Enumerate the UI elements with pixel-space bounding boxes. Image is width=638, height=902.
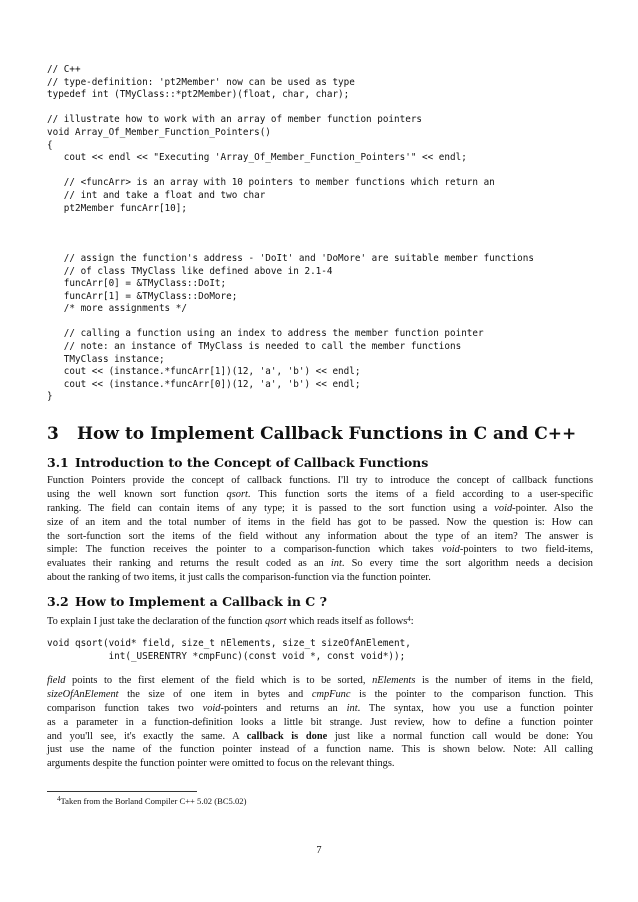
text-line xyxy=(47,543,593,557)
text-line xyxy=(47,474,593,488)
code-line: pt2Member funcArr[10]; xyxy=(47,202,187,214)
subsection-number: 3.1 xyxy=(47,455,69,470)
bold-text: callback is done xyxy=(246,730,328,742)
text-line xyxy=(47,516,593,530)
text-run: -pointers and returns an xyxy=(220,702,347,714)
text-run: evaluates their ranking and returns the result coded as an xyxy=(47,558,331,570)
section-heading xyxy=(47,424,576,444)
text-line xyxy=(47,530,593,544)
paragraph-qsort-explanation xyxy=(47,674,593,771)
emphasis-text: void xyxy=(441,544,460,556)
text-run: -pointers to two field-items, xyxy=(459,544,593,556)
text-run: comparison function takes two xyxy=(47,702,203,714)
code-line: /* more assignments */ xyxy=(47,303,187,315)
text-run: just like a normal function call would be done: You xyxy=(327,730,593,742)
text-run: . So every time the sort algorithm needs a decision xyxy=(341,558,593,570)
subsection-title: How to Implement a Callback in C ? xyxy=(75,594,327,609)
text-run: . The syntax, how you use a function pointer xyxy=(357,702,594,714)
code-line xyxy=(47,215,607,228)
text-run: . This function sorts the items of a field according to a user-specific xyxy=(247,488,593,500)
text-run: about the ranking of two items, it just calls the comparison-function via the function pointer. xyxy=(47,572,431,584)
subsection-number: 3.2 xyxy=(47,594,69,609)
emphasis-text: qsort xyxy=(264,616,287,627)
code-line: // type-definition: 'pt2Member' now can be used as type xyxy=(47,76,355,88)
code-line: cout << (instance.*funcArr[0])(12, 'a', 'b') << endl; xyxy=(47,378,361,390)
code-line: // of class TMyClass like defined above in 2.1-4 xyxy=(47,265,333,277)
text-run: just use the name of the function pointer instead of a function name. This is shown below. Note: All calling xyxy=(47,744,593,756)
code-line: } xyxy=(47,391,53,403)
footnote-marker: 4 xyxy=(57,795,61,803)
text-line xyxy=(47,674,593,688)
code-line: void Array_Of_Member_Function_Pointers() xyxy=(47,126,271,138)
text-run: which reads itself as follows xyxy=(286,616,408,627)
footnote-text: Taken from the Borland Compiler C++ 5.02 (BC5.02) xyxy=(60,796,247,806)
text-line xyxy=(47,557,593,571)
code-line: // <funcArr> is an array with 10 pointers to member functions which return an xyxy=(47,177,495,189)
text-run: ranking. The field can contain items of any type; it is passed to the sort function using a xyxy=(47,502,495,514)
code-line xyxy=(47,228,607,241)
paragraph-callback-intro xyxy=(47,474,593,585)
code-line: funcArr[0] = &TMyClass::DoIt; xyxy=(47,278,227,290)
code-line xyxy=(47,102,607,115)
text-line xyxy=(47,502,593,516)
code-line xyxy=(47,240,607,253)
text-run: is the number of items in the field, xyxy=(415,675,594,686)
section-number: 3 xyxy=(47,424,59,444)
text-line xyxy=(47,730,593,744)
page-number: 7 xyxy=(316,845,322,856)
code-line: TMyClass instance; xyxy=(47,353,165,365)
emphasis-text: int xyxy=(330,558,342,570)
text-run: using the well known sort function xyxy=(47,488,227,500)
code-line: cout << endl << "Executing 'Array_Of_Member_Function_Pointers'" << endl; xyxy=(47,152,467,164)
text-run: as a parameter in a function-definition looks a little bit strange. Just review, how to define a function pointer xyxy=(47,716,593,728)
text-run: : xyxy=(410,616,414,627)
text-run: -pointer. Also the xyxy=(512,502,593,514)
code-line: // assign the function's address - 'DoIt' and 'DoMore' are suitable member functions xyxy=(47,252,534,264)
emphasis-text: cmpFunc xyxy=(311,688,351,700)
code-line: funcArr[1] = &TMyClass::DoMore; xyxy=(47,290,238,302)
subsection-heading-3-1 xyxy=(47,455,428,470)
emphasis-text: qsort xyxy=(226,488,248,500)
emphasis-text: nElements xyxy=(372,675,416,686)
code-block-member-function-array xyxy=(47,64,607,404)
footnote-rule xyxy=(47,791,197,792)
code-line: void qsort(void* field, size_t nElements, size_t sizeOfAnElement, xyxy=(47,638,411,649)
text-run: size of an item and the total number of items in the field has got to be passed. Now the question is: How can xyxy=(47,516,593,528)
text-run: simple: The function receives the pointer to a comparison-function which takes xyxy=(47,544,442,556)
code-line xyxy=(47,165,607,178)
paragraph-qsort-intro xyxy=(47,613,593,627)
subsection-heading-3-2 xyxy=(47,594,327,609)
emphasis-text: field xyxy=(47,675,66,686)
footnote-marker: 4 xyxy=(407,615,411,623)
emphasis-text: void xyxy=(202,702,221,714)
code-line: // note: an instance of TMyClass is needed to call the member functions xyxy=(47,341,462,353)
text-line xyxy=(47,613,593,627)
emphasis-text: void xyxy=(494,502,513,514)
section-title: How to Implement Callback Functions in C and C++ xyxy=(77,424,577,444)
text-run: and you'll see, it's exactly the same. A xyxy=(47,730,247,742)
code-line: // illustrate how to work with an array of member function pointers xyxy=(47,114,423,126)
code-line: cout << (instance.*funcArr[1])(12, 'a', 'b') << endl; xyxy=(47,366,361,378)
subsection-title: Introduction to the Concept of Callback Functions xyxy=(75,455,429,470)
text-run: arguments despite the function pointer were omitted to focus on the relevant things. xyxy=(47,758,395,770)
text-run: Function Pointers provide the concept of callback functions. I'll try to introduce the concept of callback functions xyxy=(47,475,593,486)
code-line: { xyxy=(47,139,53,151)
footnote xyxy=(57,795,246,806)
text-line xyxy=(47,716,593,730)
code-line: int(_USERENTRY *cmpFunc)(const void *, const void*)); xyxy=(47,650,406,662)
text-run: the sort-function sort the items of the field without any information about the type of an item? The answer is xyxy=(47,530,593,542)
text-line xyxy=(47,488,593,502)
text-run: the size of one item in bytes and xyxy=(118,688,312,700)
text-run: is the pointer to the comparison function. This xyxy=(350,688,593,700)
code-line: // int and take a float and two char xyxy=(47,189,266,201)
emphasis-text: int xyxy=(346,702,358,714)
text-run: To explain I just take the declaration of the function xyxy=(47,616,265,627)
code-line: // calling a function using an index to address the member function pointer xyxy=(47,328,484,340)
text-line xyxy=(47,757,593,771)
text-run: points to the first element of the field which is to be sorted, xyxy=(65,675,373,686)
text-line xyxy=(47,743,593,757)
text-line xyxy=(47,688,593,702)
emphasis-text: sizeOfAnElement xyxy=(47,688,119,700)
code-block-qsort-declaration xyxy=(47,638,607,663)
code-line xyxy=(47,316,607,329)
text-line xyxy=(47,571,593,585)
code-line: typedef int (TMyClass::*pt2Member)(float, char, char); xyxy=(47,89,350,101)
code-line: // C++ xyxy=(47,64,81,75)
text-line xyxy=(47,702,593,716)
